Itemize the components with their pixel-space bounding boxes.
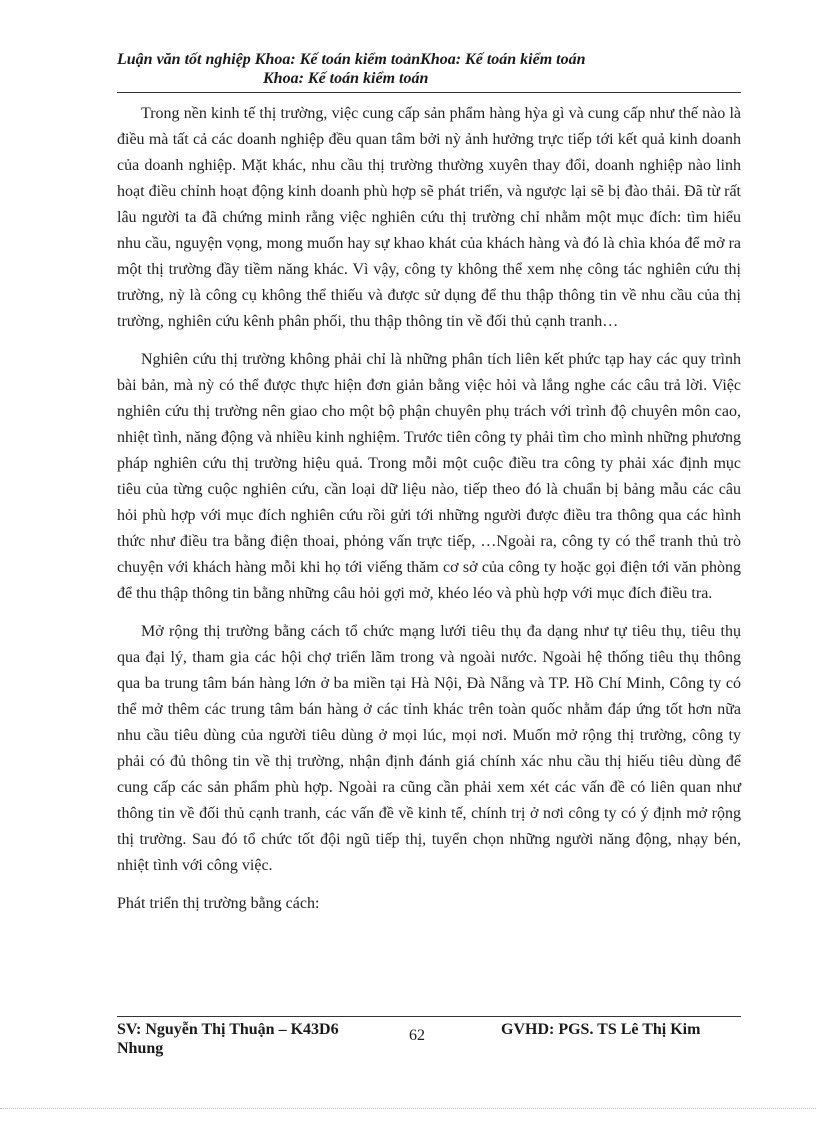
header-line-1: Luận văn tốt nghiệp Khoa: Kế toán kiểm toảnKhoa: Kế toán kiểm toán bbox=[117, 51, 586, 68]
document-body bbox=[117, 101, 741, 917]
paragraph-market-development-lead: Phát triển thị trường bằng cách: bbox=[117, 895, 320, 912]
page-footer bbox=[117, 1020, 741, 1064]
header-line-2: Khoa: Kế toán kiểm toán bbox=[263, 70, 429, 87]
footer-student: SV: Nguyễn Thị Thuận – K43D6 Nhung bbox=[117, 1021, 339, 1057]
footer-advisor: GVHD: PGS. TS Lê Thị Kim bbox=[501, 1021, 701, 1038]
footer-divider bbox=[117, 1016, 741, 1017]
page-number: 62 bbox=[409, 1027, 425, 1044]
paragraph-market-expansion: Mở rộng thị trường bằng cách tổ chức mạng lưới tiêu thụ đa dạng như tự tiêu thụ, tiêu thụ qua đại lý, tham gia các hội chợ triển lãm trong và ngoài nước. Ngoài hệ thống tiêu thụ thông qua ba trung tâm bán hàng lớn ở ba miền tại Hà Nội, Đà Nẵng và TP. Hồ Chí Minh, Công ty có thể mở thêm các trung tâm bán hàng ở các tỉnh khác trên toàn quốc nhằm đáp ứng tốt hơn nữa nhu cầu tiêu dùng của người tiêu dùng ở mọi lúc, mọi nơi. Muốn mở rộng thị trường, công ty phải có đủ thông tin về thị trường, nhận định đánh giá chính xác nhu cầu thị hiếu tiêu dùng để cung cấp các sản phẩm phù hợp. Ngoài ra cũng cần phải xem xét các vấn đề có liên quan như thông tin về đối thủ cạnh tranh, các vấn đề về kinh tế, chính trị ở nơi công ty có ý định mở rộng thị trường. Sau đó tổ chức tốt đội ngũ tiếp thị, tuyển chọn những người năng động, nhạy bén, nhiệt tình với công việc. bbox=[117, 623, 741, 874]
page-header bbox=[117, 50, 737, 88]
paragraph-market-research-methods: Nghiên cứu thị trường không phải chỉ là những phân tích liên kết phức tạp hay các quy trình bài bản, mà nỳ có thể được thực hiện đơn giản bằng việc hỏi và lắng nghe các câu trả lời. Việc nghiên cứu thị trường nên giao cho một bộ phận chuyên phụ trách với trình độ chuyên môn cao, nhiệt tình, năng động và nhiều kinh nghiệm. Trước tiên công ty phải tìm cho mình những phương pháp nghiên cứu thị trường hiệu quả. Trong mỗi một cuộc điều tra công ty phải xác định mục tiêu của từng cuộc nghiên cứu, cần loại dữ liệu nào, tiếp theo đó là chuẩn bị bảng mẫu các câu hỏi phù hợp với mục đích nghiên cứu rồi gửi tới những người được điều tra thông qua các hình thức như điều tra bằng điện thoai, phỏng vấn trực tiếp, …Ngoài ra, công ty có thể tranh thủ trò chuyện với khách hàng mỗi khi họ tới viếng thăm cơ sở của công ty hoặc gọi điện tới văn phòng để thu thập thông tin bằng những câu hỏi gợi mở, khéo léo và phù hợp với mục đích điều tra. bbox=[117, 351, 741, 602]
page-bottom-border bbox=[0, 1108, 816, 1109]
paragraph-market-research-importance: Trong nền kinh tế thị trường, việc cung cấp sản phẩm hàng hỳa gì và cung cấp như thế nào là điều mà tất cả các doanh nghiệp đều quan tâm bởi nỳ ảnh hưởng trực tiếp tới kết quả kinh doanh của doanh nghiệp. Mặt khác, nhu cầu thị trường thường xuyên thay đổi, doanh nghiệp nào linh hoạt điều chỉnh hoạt động kinh doanh phù hợp sẽ phát triển, và ngược lại sẽ bị đào thải. Đã từ rất lâu người ta đã chứng minh rằng việc nghiên cứu thị trường chỉ nhằm một mục đích: tìm hiểu nhu cầu, nguyện vọng, mong muốn hay sự khao khát của khách hàng và đó là chìa khóa để mở ra một thị trường đầy tiềm năng khác. Vì vậy, công ty không thể xem nhẹ công tác nghiên cứu thị trường, nỳ là công cụ không thể thiếu và được sử dụng để thu thập thông tin về nhu cầu của thị trường, nghiên cứu kênh phân phối, thu thập thông tin về đối thủ cạnh tranh… bbox=[117, 105, 741, 330]
header-divider bbox=[117, 92, 741, 93]
